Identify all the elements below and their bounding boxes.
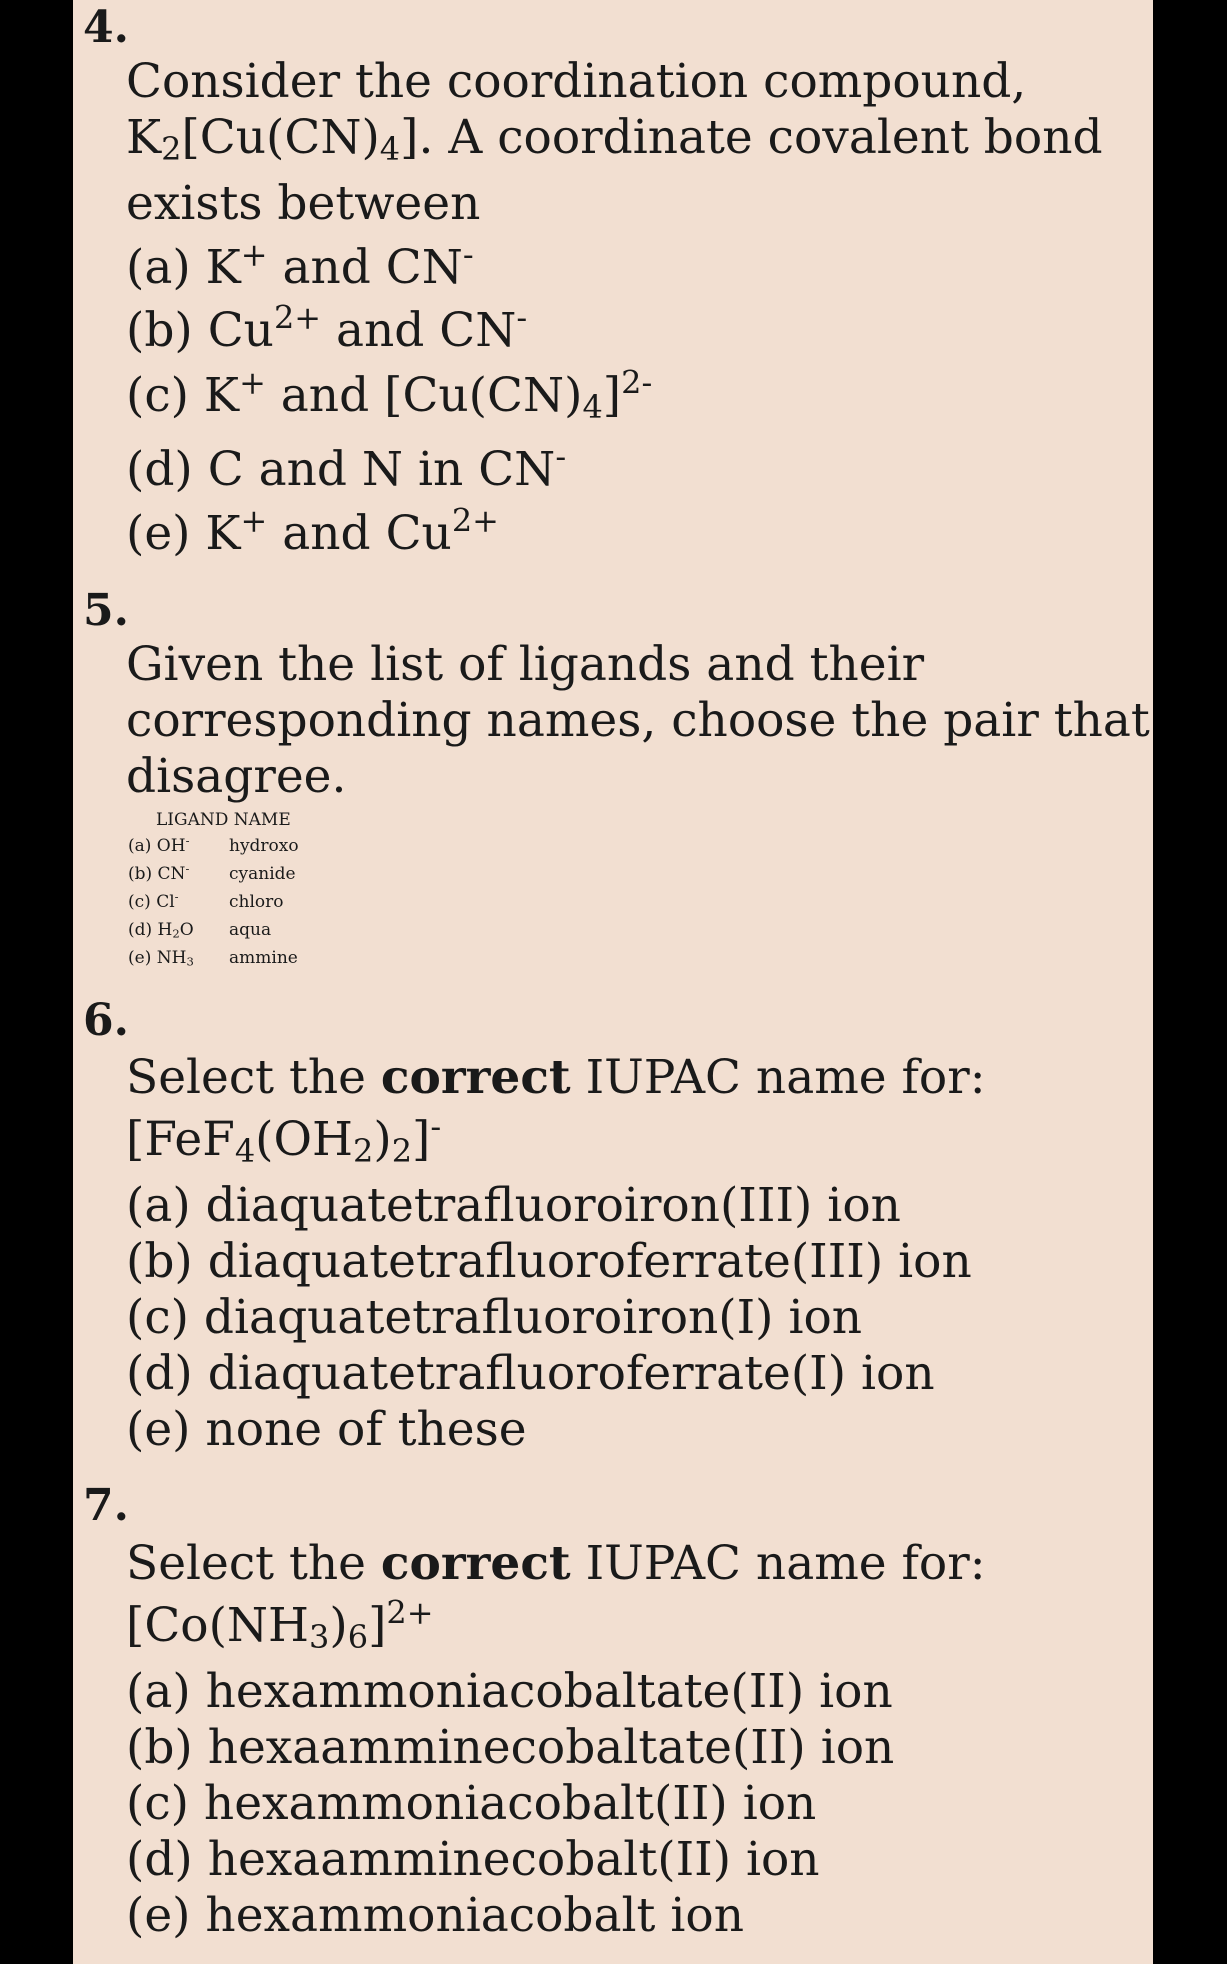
question-6-option-a: (a) diaquatetrafluoroiron(III) ion [126, 1178, 901, 1233]
ligand-row-e-ligand: (e) $NH_3$ [128, 948, 194, 969]
question-4-stem-line3: exists between [126, 176, 481, 231]
question-6-option-b: (b) diaquatetrafluoroferrate(III) ion [126, 1234, 972, 1289]
question-4-option-a: (a) K+ and CN- [126, 235, 474, 295]
question-7-formula: $[Co(NH_3)_6]^{2+}$ [126, 1593, 434, 1657]
question-4-option-c: (c) K+ and $[Cu(CN)_4]^{2-}$ [126, 363, 653, 427]
question-4-stem-line1: Consider the coordination compound, [126, 54, 1027, 109]
question-7-number: 7. [83, 1480, 129, 1531]
ligand-row-b-ligand: (b) CN- [128, 861, 190, 884]
question-6-option-c: (c) diaquatetrafluoroiron(I) ion [126, 1290, 863, 1345]
question-5-stem-line2: corresponding names, choose the pair that [126, 693, 1150, 748]
question-7-option-e: (e) hexammoniacobalt ion [126, 1888, 744, 1943]
question-5-stem-line1: Given the list of ligands and their [126, 637, 925, 692]
question-6-stem: Select the correct IUPAC name for: [126, 1050, 986, 1105]
question-5-stem-line3: disagree. [126, 749, 347, 804]
ligand-row-d-name: aqua [229, 920, 272, 940]
ligand-row-a-name: hydroxo [229, 836, 299, 856]
question-6-formula: $[FeF_4(OH_2)_2]^-$ [126, 1107, 442, 1171]
question-4-number: 4. [83, 2, 129, 53]
question-5-number: 5. [83, 585, 129, 636]
question-7-stem: Select the correct IUPAC name for: [126, 1536, 986, 1591]
ligand-row-c-ligand: (c) Cl- [128, 889, 179, 912]
question-6-option-d: (d) diaquatetrafluoroferrate(I) ion [126, 1346, 935, 1401]
question-6-option-e: (e) none of these [126, 1402, 527, 1457]
ligand-row-c-name: chloro [229, 892, 284, 912]
question-4-stem-line2: $K_2[Cu(CN)_4]$. A coordinate covalent bond [126, 110, 1103, 169]
question-4-option-e: (e) K+ and $Cu^{2+}$ [126, 501, 499, 561]
ligand-row-a-ligand: (a) OH- [128, 833, 190, 856]
question-6-number: 6. [83, 995, 129, 1046]
ligand-row-d-ligand: (d) $H_2O$ [128, 920, 194, 941]
question-7-option-c: (c) hexammoniacobalt(II) ion [126, 1776, 817, 1831]
ligand-row-b-name: cyanide [229, 864, 296, 884]
question-4-option-d: (d) C and N in CN- [126, 437, 567, 497]
ligand-row-e-name: ammine [229, 948, 298, 968]
question-4-option-b: (b) $Cu^{2+}$ and CN- [126, 298, 528, 358]
worksheet-page [73, 0, 1153, 1964]
question-7-option-d: (d) hexaamminecobalt(II) ion [126, 1832, 820, 1887]
question-7-option-b: (b) hexaamminecobaltate(II) ion [126, 1720, 895, 1775]
ligand-table-header: LIGAND NAME [156, 810, 291, 830]
question-7-option-a: (a) hexammoniacobaltate(II) ion [126, 1664, 893, 1719]
